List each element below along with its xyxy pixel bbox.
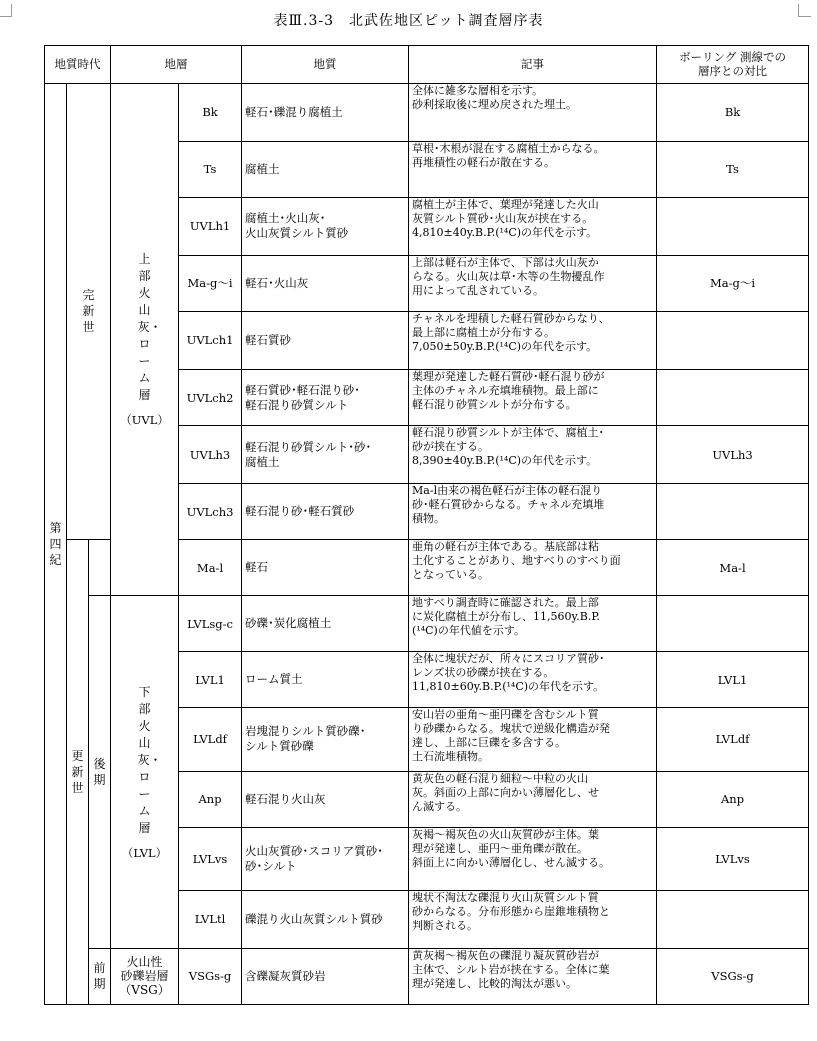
lithology-line: 軽石混り砂質シルト (245, 397, 349, 412)
note-line: 草根･木根が混在する腐植土からなる。 (412, 141, 605, 155)
note-line: ん滅する。 (412, 799, 468, 813)
header-lithology: 地質 (242, 46, 409, 84)
note-line: 砂からなる。分布形態から崖錐堆積物と (412, 904, 611, 918)
period-late-cell (89, 596, 111, 949)
unit-code: Anp (179, 771, 242, 827)
period-early: 前期 (93, 961, 106, 992)
lithology-line: 軽石質砂 (245, 332, 292, 347)
note-cell (409, 426, 657, 484)
lithology-cell (242, 540, 409, 596)
period-quaternary-cell (45, 83, 67, 1004)
note-cell (409, 370, 657, 426)
note-line: 上部は軽石が主体で、下部は火山灰か (412, 255, 599, 269)
lithology-line: ローム質土 (245, 672, 303, 687)
note-cell (409, 311, 657, 369)
group-vsg-line: （VSG） (119, 983, 170, 998)
lithology-cell (242, 311, 409, 369)
note-line: チャネルを埋積した軽石質砂からなり、 (412, 311, 610, 325)
correlation-cell: Bk (657, 83, 809, 141)
lithology-cell (242, 890, 409, 948)
header-formation: 地層 (111, 46, 242, 84)
note-line: Ma-l由来の褐色軽石が主体の軽石混り (412, 484, 603, 498)
header-row (45, 46, 809, 84)
correlation-cell: Anp (657, 771, 809, 827)
note-line: らなる。火山灰は草･木等の生物擾乱作 (412, 269, 605, 283)
note-cell (409, 83, 657, 141)
lithology-line: 砂･シルト (245, 858, 297, 873)
unit-code: UVLh3 (179, 426, 242, 484)
unit-code: UVLh1 (179, 197, 242, 255)
unit-code: UVLch1 (179, 311, 242, 369)
note-line: 腐植土が主体で、葉理が発達した火山 (412, 197, 599, 211)
lithology-cell (242, 426, 409, 484)
note-cell (409, 484, 657, 540)
lithology-cell (242, 827, 409, 890)
lithology-line: 岩塊混りシルト質砂礫･ (245, 724, 366, 739)
note-cell (409, 708, 657, 771)
note-cell (409, 890, 657, 948)
group-lvl-cell (111, 596, 179, 949)
unit-code: LVLvs (179, 827, 242, 890)
note-line: 理が発達し、亜円～亜角礫が散在。 (412, 841, 589, 855)
note-line: 最上部に腐植土が分布する。 (412, 325, 556, 339)
note-line: 再堆積性の軽石が散在する。 (412, 155, 556, 169)
note-line: 土化することがあり、地すべりのすべり面 (412, 554, 621, 568)
lithology-cell (242, 141, 409, 197)
unit-code: VSGs-g (179, 948, 242, 1004)
lithology-cell (242, 948, 409, 1004)
note-line: 砂･軽石質砂からなる。チャネル充填堆 (412, 498, 605, 512)
unit-code: LVLsg-c (179, 596, 242, 652)
period-holocene: 完新世 (82, 288, 95, 335)
note-line: 亜角の軽石が主体である。基底部は粘 (412, 540, 600, 554)
note-line: 全体に塊状だが、所々にスコリア質砂･ (412, 652, 605, 666)
note-line: 砂利採取後に埋め戻された埋土。 (412, 97, 578, 111)
correlation-cell (657, 311, 809, 369)
correlation-cell (657, 596, 809, 652)
note-line: 灰質シルト質砂･火山灰が挟在する。 (412, 211, 594, 225)
lithology-line: 軽石 (245, 560, 269, 575)
lithology-line: 軽石混り砂･軽石質砂 (245, 504, 355, 519)
lithology-cell (242, 83, 409, 141)
lithology-line: 砂礫･炭化腐植土 (245, 616, 332, 631)
note-cell (409, 827, 657, 890)
lithology-line: 軽石混り砂質シルト･砂･ (245, 439, 372, 454)
note-line: 灰褐～褐灰色の火山灰質砂が主体。葉 (412, 827, 600, 841)
unit-code: Ma-l (179, 540, 242, 596)
lithology-cell (242, 652, 409, 708)
period-pleistocene: 更新世 (71, 749, 84, 796)
table-row (45, 596, 809, 652)
correlation-cell: Ma-l (657, 540, 809, 596)
note-line: 葉理が発達した軽石質砂･軽石混り砂が (412, 370, 605, 384)
note-line: 8,390±40y.B.P.(¹⁴C)の年代を示す。 (412, 454, 598, 468)
correlation-cell: LVL1 (657, 652, 809, 708)
correlation-cell: VSGs-g (657, 948, 809, 1004)
correlation-cell: UVLh3 (657, 426, 809, 484)
unit-code: LVLdf (179, 708, 242, 771)
correlation-cell: LVLvs (657, 827, 809, 890)
note-cell (409, 255, 657, 311)
group-vsg-line: 火山性 (126, 955, 163, 970)
period-pleistocene-cell (67, 540, 89, 1005)
lithology-line: 軽石混り火山灰 (245, 791, 326, 806)
correlation-cell: Ts (657, 141, 809, 197)
note-line: 黄灰褐～褐灰色の礫混り凝灰質砂岩が (412, 948, 600, 962)
header-correlation (657, 46, 809, 84)
group-lvl-name: 下部火山灰・ローム層 (137, 684, 162, 835)
note-line: 積物。 (412, 512, 446, 526)
note-line: 理が発達し、比較的淘汰が悪い。 (412, 976, 578, 990)
unit-code: Ma-g～i (179, 255, 242, 311)
note-line: 全体に雑多な層相を示す。 (412, 83, 544, 97)
note-line: 用によって乱されている。 (412, 283, 545, 297)
header-age: 地質時代 (45, 46, 111, 84)
note-line: 主体で、シルト岩が挟在する。全体に葉 (412, 962, 610, 976)
correlation-cell: LVLdf (657, 708, 809, 771)
lithology-line: 火山灰質砂･スコリア質砂･ (245, 843, 384, 858)
lithology-line: 火山灰質シルト質砂 (245, 226, 349, 241)
note-line: 土石流堆積物。 (412, 750, 490, 764)
note-line: 4,810±40y.B.P.(¹⁴C)の年代を示す。 (412, 225, 598, 239)
group-uvl-cell (111, 83, 179, 596)
table-row (45, 83, 809, 141)
note-cell (409, 141, 657, 197)
note-line: 7,050±50y.B.P.(¹⁴C)の年代を示す。 (412, 339, 598, 353)
note-line: 安山岩の亜角～亜円礫を含むシルト質 (412, 708, 599, 722)
lithology-line: シルト質砂礫 (245, 739, 314, 754)
table-title: 表Ⅲ.3-3 北武佐地区ピット調査層序表 (273, 13, 544, 29)
note-cell (409, 652, 657, 708)
group-uvl-name: 上部火山灰・ローム層 (137, 251, 162, 402)
note-line: 主体のチャネル充填堆積物。最上部に (412, 384, 599, 398)
header-correlation-line2: 層序との対比 (698, 64, 768, 79)
note-line: 斜面上に向かい薄層化し、せん滅する。 (412, 855, 611, 869)
note-line: り砂礫からなる。塊状で逆級化構造が発 (412, 722, 611, 736)
lithology-cell (242, 484, 409, 540)
lithology-line: 含礫凝灰質砂岩 (245, 968, 326, 983)
table-row (45, 948, 809, 1004)
note-line: 11,810±60y.B.P.(¹⁴C)の年代を示す。 (412, 680, 605, 694)
lithology-cell (242, 255, 409, 311)
correlation-cell (657, 484, 809, 540)
note-line: 黄灰色の軽石混り細粒～中粒の火山 (412, 771, 589, 785)
group-vsg-cell (111, 948, 179, 1004)
unit-code: Bk (179, 83, 242, 141)
note-line: 軽石混り砂質シルトが分布する。 (412, 398, 577, 412)
unit-code: LVLtl (179, 890, 242, 948)
header-note: 記事 (409, 46, 657, 84)
lithology-line: 軽石質砂･軽石混り砂･ (245, 382, 361, 397)
correlation-cell (657, 890, 809, 948)
lithology-line: 腐植土 (245, 454, 280, 469)
lithology-line: 軽石･火山灰 (245, 275, 309, 290)
lithology-cell (242, 197, 409, 255)
note-cell (409, 596, 657, 652)
lithology-cell (242, 771, 409, 827)
late-spacer-cell (89, 540, 111, 596)
note-line: 軽石混り砂質シルトが主体で、腐植土･ (412, 426, 605, 440)
note-cell (409, 197, 657, 255)
unit-code: UVLch3 (179, 484, 242, 540)
lithology-cell (242, 370, 409, 426)
lithology-line: 礫混り火山灰質シルト質砂 (245, 911, 383, 926)
header-correlation-line1: ボーリング 測線での (679, 50, 786, 65)
lithology-cell (242, 708, 409, 771)
period-holocene-cell (67, 83, 111, 540)
note-cell (409, 540, 657, 596)
lithology-line: 腐植土 (245, 161, 280, 176)
period-quaternary: 第四紀 (49, 520, 62, 567)
note-line: 達し、上部に巨礫を多含する。 (412, 736, 567, 750)
note-cell (409, 948, 657, 1004)
note-cell (409, 771, 657, 827)
note-line: (¹⁴C)の年代値を示す。 (412, 624, 525, 638)
note-line: となっている。 (412, 568, 490, 582)
unit-code: UVLch2 (179, 370, 242, 426)
group-vsg-line: 砂礫岩層 (120, 969, 169, 984)
lithology-line: 軽石･礫混り腐植土 (245, 104, 343, 119)
note-line: 砂が挟在する。 (412, 440, 490, 454)
unit-code: LVL1 (179, 652, 242, 708)
correlation-cell (657, 370, 809, 426)
note-line: 塊状不淘汰な礫混り火山灰質シルト質 (412, 890, 599, 904)
period-late: 後期 (93, 757, 106, 788)
correlation-cell (657, 197, 809, 255)
unit-code: Ts (179, 141, 242, 197)
note-line: に炭化腐植土が分布し、11,560y.B.P. (412, 610, 601, 624)
note-line: レンズ状の砂礫が挟在する。 (412, 666, 555, 680)
correlation-cell: Ma-g～i (657, 255, 809, 311)
stratigraphy-table (44, 45, 809, 1005)
note-line: 地すべり調査時に確認された。最上部 (412, 596, 599, 610)
group-lvl-abbr: （LVL） (121, 845, 168, 860)
period-early-cell (89, 948, 111, 1004)
lithology-line: 腐植土･火山灰･ (245, 211, 326, 226)
lithology-cell (242, 596, 409, 652)
note-line: 灰。斜面の上部に向かい薄層化し、せ (412, 785, 600, 799)
group-uvl-abbr: （UVL） (120, 412, 169, 427)
note-line: 判断される。 (412, 918, 479, 932)
